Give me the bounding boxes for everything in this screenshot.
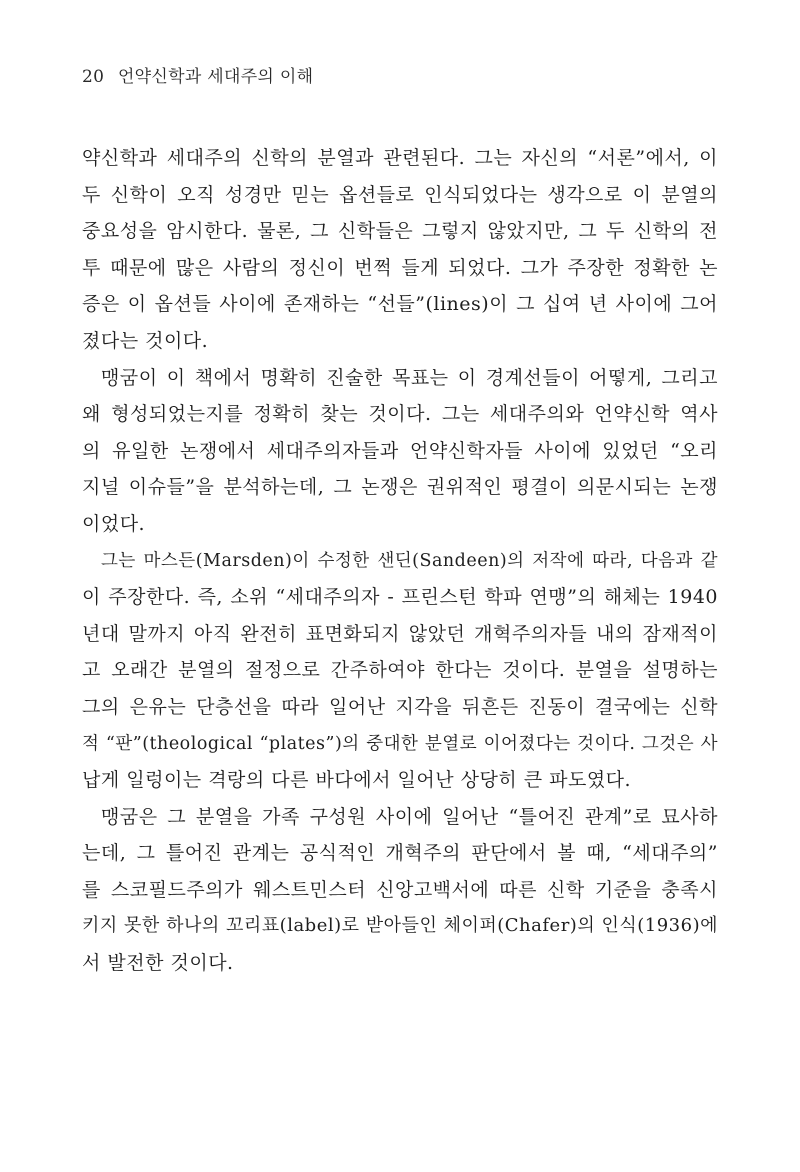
text-line: 고 오래간 분열의 절정으로 간주하여야 한다는 것이다. 분열을 설명하는 <box>82 659 718 682</box>
text-line: 맹굼이 이 책에서 명확히 진술한 목표는 이 경계선들이 어떻게, 그리고 <box>101 366 718 389</box>
text-line: 이었다. <box>82 512 146 535</box>
text-line: 지널 이슈들”을 분석하는데, 그 논쟁은 권위적인 평결이 의문시되는 논쟁 <box>82 476 718 499</box>
body-text <box>82 140 718 982</box>
paragraph-3 <box>82 543 718 799</box>
text-line: 년대 말까지 아직 완전히 표면화되지 않았던 개혁주의자들 내의 잠재적이 <box>82 622 718 645</box>
text-line: 왜 형성되었는지를 정확히 찾는 것이다. 그는 세대주의와 언약신학 역사 <box>82 403 718 426</box>
text-line: 증은 이 옵션들 사이에 존재하는 “선들”(lines)이 그 십여 년 사이에 그어 <box>82 293 718 316</box>
text-line: 는데, 그 틀어진 관계는 공식적인 개혁주의 판단에서 볼 때, “세대주의” <box>82 842 718 865</box>
text-line: 맹굼은 그 분열을 가족 구성원 사이에 일어난 “틀어진 관계”로 묘사하 <box>101 805 718 828</box>
text-line: 를 스코필드주의가 웨스트민스터 신앙고백서에 따른 신학 기준을 충족시 <box>82 878 718 901</box>
text-line: 이 주장한다. 즉, 소위 “세대주의자 - 프린스턴 학파 연맹”의 해체는 1940 <box>82 586 718 609</box>
text-line: 키지 못한 하나의 꼬리표(label)로 받아들인 체이퍼(Chafer)의 인식(1936)에 <box>82 915 718 937</box>
text-line: 납게 일렁이는 격랑의 다른 바다에서 일어난 상당히 큰 파도였다. <box>82 769 632 792</box>
text-line: 약신학과 세대주의 신학의 분열과 관련된다. 그는 자신의 “서론”에서, 이 <box>82 147 718 169</box>
paragraph-2 <box>82 360 718 543</box>
running-head <box>82 62 313 87</box>
text-line: 졌다는 것이다. <box>82 329 209 352</box>
text-line: 투 때문에 많은 사람의 정신이 번쩍 들게 되었다. 그가 주장한 정확한 논 <box>82 256 718 279</box>
book-title: 언약신학과 세대주의 이해 <box>117 67 314 87</box>
text-line: 그는 마스든(Marsden)이 수정한 샌딘(Sandeen)의 저작에 따라, 다음과 같 <box>101 550 718 571</box>
page-number: 20 <box>82 67 105 87</box>
text-line: 서 발전한 것이다. <box>82 952 234 975</box>
text-line: 중요성을 암시한다. 물론, 그 신학들은 그렇지 않았지만, 그 두 신학의 전 <box>82 220 718 243</box>
text-line: 의 유일한 논쟁에서 세대주의자들과 언약신학자들 사이에 있었던 “오리 <box>82 439 718 462</box>
paragraph-1 <box>82 140 718 360</box>
paragraph-4 <box>82 799 718 982</box>
text-line: 두 신학이 오직 성경만 믿는 옵션들로 인식되었다는 생각으로 이 분열의 <box>82 183 718 206</box>
text-line: 그의 은유는 단층선을 따라 일어난 지각을 뒤흔든 진동이 결국에는 신학 <box>82 695 718 718</box>
text-line: 적 “판”(theological “plates”)의 중대한 분열로 이어졌다는 것이다. 그것은 사 <box>82 733 718 754</box>
